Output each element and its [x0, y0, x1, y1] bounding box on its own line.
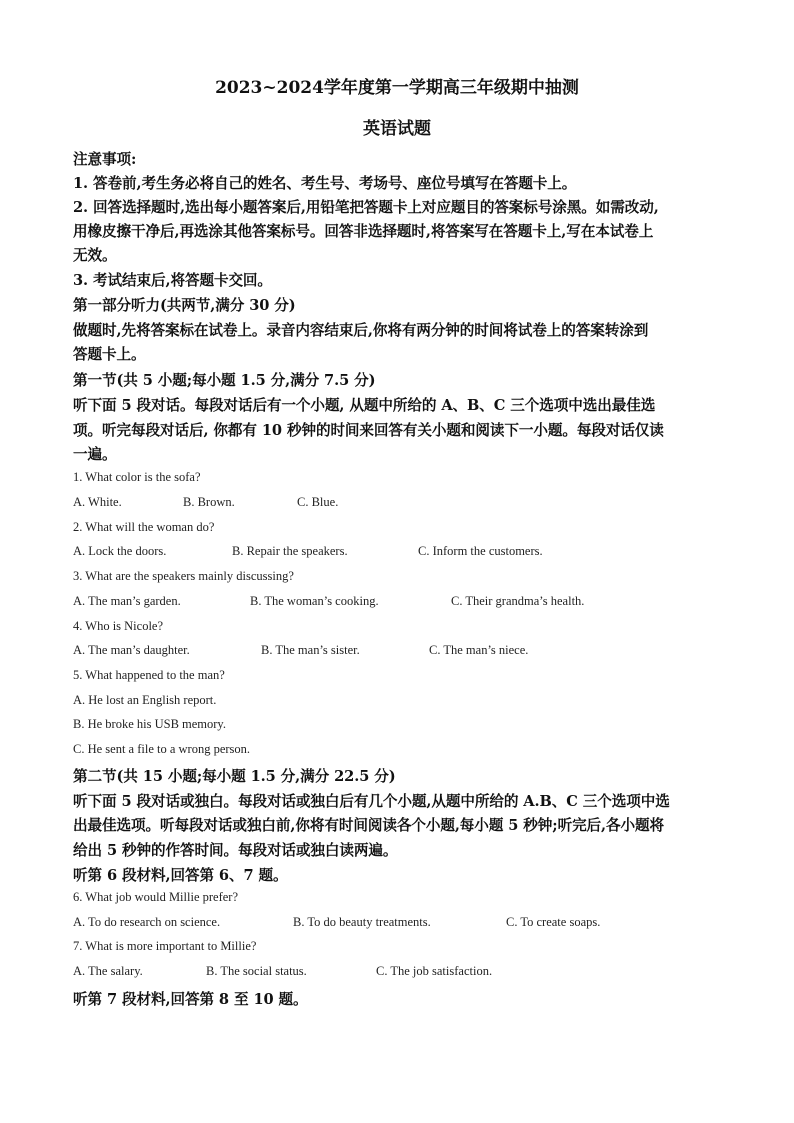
option-a: A. To do research on science.: [73, 915, 221, 929]
option-a: A. White.: [73, 495, 122, 509]
option-c: C. The job satisfaction.: [376, 964, 493, 978]
option-b: B. Brown.: [183, 495, 235, 509]
option-b: B. The social status.: [206, 964, 307, 978]
option-b: B. The man’s sister.: [261, 643, 360, 657]
notice-line: 3. 考试结束后,将答题卡交回。: [73, 272, 272, 289]
question-text: 2. What will the woman do?: [73, 520, 215, 534]
option-b: B. The woman’s cooking.: [250, 594, 379, 608]
material-heading: 听第 6 段材料,回答第 6、7 题。: [73, 867, 288, 884]
part1-intro-line: 做题时,先将答案标在试卷上。录音内容结束后,你将有两分钟的时间将试卷上的答案转涂到: [73, 322, 649, 339]
option-b: B. To do beauty treatments.: [293, 915, 431, 929]
section1-intro-line: 一遍。: [73, 446, 117, 463]
notice-line: 无效。: [73, 247, 117, 264]
option-a: A. The man’s daughter.: [73, 643, 190, 657]
exam-subtitle: 英语试题: [363, 119, 431, 139]
question-text: 3. What are the speakers mainly discussing?: [73, 569, 294, 583]
question-text: 6. What job would Millie prefer?: [73, 890, 239, 904]
option-a: A. He lost an English report.: [73, 693, 217, 707]
section1-intro-line: 听下面 5 段对话。每段对话后有一个小题, 从题中所给的 A、B、C 三个选项中选出最佳选: [73, 397, 656, 414]
part1-heading: 第一部分听力(共两节,满分 30 分): [73, 297, 296, 314]
notice-line: 1. 答卷前,考生务必将自己的姓名、考生号、考场号、座位号填写在答题卡上。: [73, 175, 577, 192]
option-b: B. Repair the speakers.: [232, 544, 348, 558]
section1-intro-line: 项。听完每段对话后, 你都有 10 秒钟的时间来回答有关小题和阅读下一小题。每段对话仅读: [73, 422, 664, 439]
exam-title: 2023~2024学年度第一学期高三年级期中抽测: [215, 78, 579, 98]
option-a: A. The salary.: [73, 964, 143, 978]
option-c: C. Inform the customers.: [418, 544, 543, 558]
question-text: 4. Who is Nicole?: [73, 619, 164, 633]
question-text: 7. What is more important to Millie?: [73, 939, 257, 953]
option-a: A. Lock the doors.: [73, 544, 167, 558]
notice-line: 用橡皮擦干净后,再选涂其他答案标号。回答非选择题时,将答案写在答题卡上,写在本试卷上: [73, 223, 654, 240]
option-c: C. Their grandma’s health.: [451, 594, 585, 608]
material-heading: 听第 7 段材料,回答第 8 至 10 题。: [73, 991, 308, 1008]
option-c: C. To create soaps.: [506, 915, 601, 929]
section2-intro-line: 听下面 5 段对话或独白。每段对话或独白后有几个小题,从题中所给的 A.B、C 三个选项中选: [73, 793, 670, 810]
question-text: 5. What happened to the man?: [73, 668, 225, 682]
option-c: C. Blue.: [297, 495, 339, 509]
option-c: C. The man’s niece.: [429, 643, 529, 657]
option-c: C. He sent a file to a wrong person.: [73, 742, 251, 756]
part1-intro-line: 答题卡上。: [73, 346, 146, 363]
notice-heading: 注意事项:: [73, 151, 137, 168]
section1-heading: 第一节(共 5 小题;每小题 1.5 分,满分 7.5 分): [73, 372, 376, 389]
option-a: A. The man’s garden.: [73, 594, 181, 608]
notice-line: 2. 回答选择题时,选出每小题答案后,用铅笔把答题卡上对应题目的答案标号涂黑。如需改动,: [73, 199, 659, 216]
option-b: B. He broke his USB memory.: [73, 717, 226, 731]
section2-intro-line: 给出 5 秒钟的作答时间。每段对话或独白读两遍。: [73, 842, 398, 859]
question-text: 1. What color is the sofa?: [73, 470, 201, 484]
section2-intro-line: 出最佳选项。听每段对话或独白前,你将有时间阅读各个小题,每小题 5 秒钟;听完后,各小题将: [73, 817, 665, 834]
section2-heading: 第二节(共 15 小题;每小题 1.5 分,满分 22.5 分): [73, 768, 396, 785]
